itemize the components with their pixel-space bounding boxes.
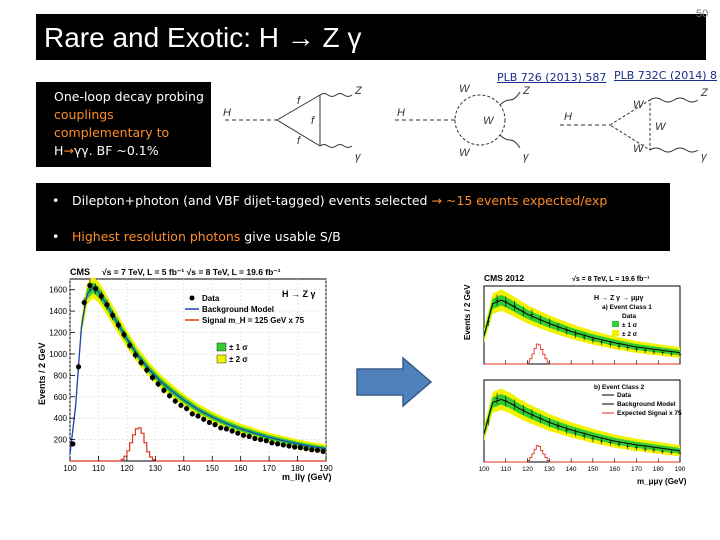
- data-point: [76, 364, 81, 369]
- bullet-marker: •: [52, 193, 60, 208]
- x-tick-label: 170: [262, 464, 276, 473]
- data-point: [121, 332, 126, 337]
- d1-label-f2: f: [311, 115, 315, 127]
- bullet-marker: •: [32, 90, 37, 105]
- data-point: [264, 438, 269, 443]
- data-point: [133, 352, 138, 357]
- data-point: [321, 449, 326, 454]
- data-point: [235, 431, 240, 436]
- legend-2sigma: ± 2 σ: [229, 355, 248, 364]
- decay-text-a: One-loop decay probing: [54, 89, 204, 104]
- d2-label-w1: W: [459, 83, 470, 95]
- plot-left-channel: H → Z γ: [282, 289, 316, 299]
- reference-link-1[interactable]: PLB 726 (2013) 587: [497, 71, 607, 84]
- d2-photon-line: [500, 135, 520, 148]
- y-tick-label: 600: [53, 392, 67, 402]
- data-point: [247, 434, 252, 439]
- data-point: [178, 403, 183, 408]
- x-tick-label: 130: [148, 464, 163, 473]
- data-point: [195, 413, 200, 418]
- d2-label-h: H: [397, 107, 405, 119]
- x-tick-label: 170: [631, 466, 642, 473]
- y-tick-label: 200: [53, 435, 67, 445]
- d2-label-gamma: γ: [523, 151, 529, 163]
- data-point: [212, 422, 217, 427]
- d3-w-triangle: [610, 100, 650, 150]
- decay-text-b: H: [54, 143, 64, 158]
- x-tick-label: 150: [205, 464, 219, 473]
- x-tick-label: 180: [652, 466, 664, 473]
- d3-label-w1: W: [633, 99, 644, 111]
- data-point: [139, 360, 144, 365]
- d3-label-gamma: γ: [701, 151, 707, 163]
- bullet-marker: •: [52, 229, 60, 244]
- y-tick-label: 400: [53, 414, 67, 424]
- x-tick-label: 160: [609, 466, 621, 473]
- d1-label-gamma: γ: [355, 151, 361, 163]
- data-point: [184, 406, 189, 411]
- panel-b-label: b) Event Class 2: [594, 384, 645, 391]
- transition-arrow: [355, 355, 435, 409]
- plot-right: [462, 270, 687, 492]
- data-point: [315, 448, 320, 453]
- data-point: [309, 447, 314, 452]
- data-point: [207, 420, 212, 425]
- bullet-box-decay: [32, 82, 211, 167]
- selection-text-a: Dilepton+photon (and VBF dijet-tagged) events selected: [72, 193, 432, 208]
- d3-label-w2: W: [633, 143, 644, 155]
- d1-label-h: H: [223, 107, 231, 119]
- d1-photon-line: [320, 145, 352, 148]
- data-point: [252, 436, 257, 441]
- data-point: [190, 411, 195, 416]
- x-tick-label: 110: [92, 464, 105, 473]
- plot-right-xlabel: m_μμγ (GeV): [637, 477, 687, 486]
- plot-right-title: CMS 2012: [484, 273, 525, 283]
- x-tick-label: 100: [63, 464, 77, 473]
- data-point: [82, 300, 87, 305]
- d2-z-line: [500, 92, 520, 105]
- data-point: [167, 393, 172, 398]
- d2-w-loop: [455, 95, 505, 145]
- data-point: [230, 428, 235, 433]
- data-point: [93, 286, 98, 291]
- data-point: [156, 381, 161, 386]
- data-point: [298, 445, 303, 450]
- data-point: [224, 426, 229, 431]
- plot-right-ylabel: Events / 2 GeV: [463, 284, 472, 340]
- panel-b-legend-signal: Expected Signal x 75: [617, 410, 682, 417]
- y-tick-label: 1200: [49, 328, 67, 338]
- data-point: [70, 441, 75, 446]
- data-point: [275, 441, 280, 446]
- plot-left-header: √s = 7 TeV, L = 5 fb⁻¹ √s = 8 TeV, L = 19.6 fb⁻¹: [102, 267, 281, 277]
- d3-label-z: Z: [701, 87, 708, 99]
- data-point: [104, 302, 109, 307]
- d1-z-line: [320, 94, 352, 97]
- legend-background: Background Model: [202, 305, 275, 314]
- x-tick-label: 190: [319, 464, 333, 473]
- data-point: [127, 343, 132, 348]
- legend-1sigma-swatch: [217, 343, 226, 351]
- x-tick-label: 160: [233, 464, 248, 473]
- data-point: [281, 442, 286, 447]
- d3-label-h: H: [564, 111, 572, 123]
- data-point: [116, 322, 121, 327]
- data-point: [144, 367, 149, 372]
- photon-resolution-text: give usable S/B: [240, 229, 341, 244]
- decay-description: [54, 88, 209, 160]
- reference-link-2[interactable]: PLB 732C (2014) 8: [614, 69, 718, 82]
- x-tick-label: 100: [478, 466, 490, 473]
- data-point: [303, 446, 308, 451]
- bullet-box-selection: [36, 183, 670, 251]
- plot-right-channel: H → Z γ → μμγ: [594, 295, 644, 302]
- x-tick-label: 140: [177, 464, 191, 473]
- plot-right-header: √s = 8 TeV, L = 19.6 fb⁻¹: [572, 276, 650, 283]
- selection-arrow: →: [431, 193, 442, 208]
- panel-b-legend-data: Data: [617, 392, 632, 399]
- x-tick-label: 140: [565, 466, 577, 473]
- panel-a-1sigma-swatch: [612, 321, 619, 327]
- d1-label-f3: f: [297, 135, 301, 147]
- data-point: [241, 433, 246, 438]
- d1-label-f1: f: [297, 95, 301, 107]
- data-point: [201, 417, 206, 422]
- panel-b-legend-bkg: Background Model: [617, 401, 676, 408]
- data-point: [218, 425, 223, 430]
- d3-z-line: [650, 98, 698, 102]
- data-point: [161, 388, 166, 393]
- title-end-text: Z γ: [314, 22, 362, 53]
- d2-label-z: Z: [523, 85, 530, 97]
- legend-data: Data: [202, 294, 220, 303]
- data-point: [173, 398, 178, 403]
- feynman-diagrams: [215, 80, 720, 180]
- data-point: [286, 443, 291, 448]
- selection-line-2: [52, 229, 341, 244]
- y-tick-label: 1000: [49, 349, 67, 359]
- plot-left-ylabel: Events / 2 GeV: [37, 342, 47, 405]
- y-tick-label: 1400: [49, 307, 67, 317]
- panel-a-label: a) Event Class 1: [602, 304, 652, 311]
- plot-left: [32, 265, 332, 490]
- d2-label-w2: W: [459, 147, 470, 159]
- data-point: [110, 313, 115, 318]
- y-tick-label: 800: [53, 371, 67, 381]
- x-tick-label: 130: [543, 466, 555, 473]
- data-point: [99, 294, 104, 299]
- d3-label-w3: W: [655, 121, 666, 133]
- decay-arrow: →: [63, 143, 74, 158]
- d3-photon-line: [650, 148, 698, 152]
- y-tick-label: 1600: [49, 285, 67, 295]
- panel-a-legend-2sigma: ± 2 σ: [622, 331, 638, 338]
- legend-2sigma-swatch: [217, 355, 226, 363]
- slide-title: [44, 22, 361, 54]
- data-point: [150, 375, 155, 380]
- legend-1sigma: ± 1 σ: [229, 343, 248, 352]
- data-point: [292, 444, 297, 449]
- data-point: [87, 283, 92, 288]
- d2-label-w3: W: [483, 115, 494, 127]
- x-tick-label: 120: [120, 464, 134, 473]
- data-point: [258, 437, 263, 442]
- plot-left-xlabel: m_llγ (GeV): [282, 472, 332, 482]
- plot-left-title: CMS: [70, 267, 90, 277]
- legend-data-marker: [190, 296, 195, 301]
- decay-text-highlight: couplings complementary to: [54, 107, 170, 140]
- panel-a-legend-data: Data: [622, 313, 637, 320]
- legend-signal: Signal m_H = 125 GeV x 75: [202, 316, 305, 325]
- panel-a-legend-1sigma: ± 1 σ: [622, 322, 638, 329]
- x-tick-label: 180: [290, 464, 305, 473]
- decay-text-c: γγ. BF ~0.1%: [73, 143, 159, 158]
- x-tick-label: 120: [522, 466, 533, 473]
- arrow-right-icon: [357, 358, 431, 406]
- d1-label-z: Z: [355, 85, 362, 97]
- x-tick-label: 110: [500, 466, 511, 473]
- selection-line-1: [52, 193, 607, 208]
- data-point: [269, 440, 274, 445]
- x-tick-label: 190: [674, 466, 686, 473]
- panel-a-2sigma-swatch: [612, 330, 619, 336]
- title-arrow: →: [286, 22, 315, 53]
- page-number: 50: [696, 8, 709, 20]
- x-tick-label: 150: [587, 466, 599, 473]
- photon-resolution-highlight: Highest resolution photons: [72, 229, 241, 244]
- selection-expected: ~15 events expected/exp: [441, 193, 608, 208]
- title-main-text: Rare and Exotic: H: [44, 22, 287, 53]
